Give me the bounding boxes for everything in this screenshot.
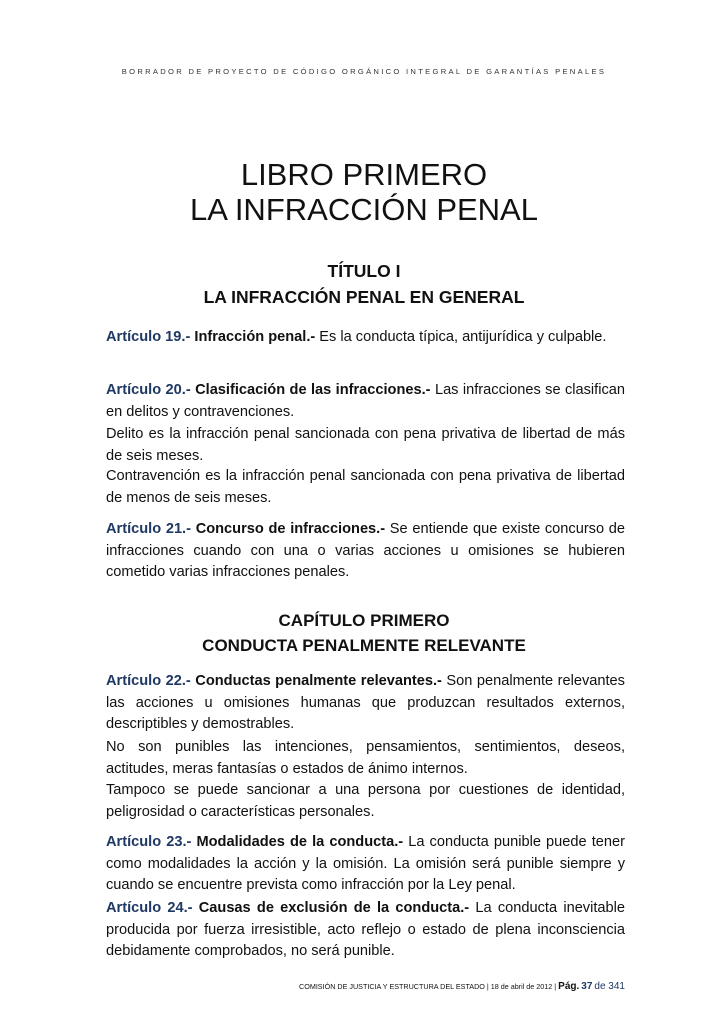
article-22-paragraph-2: No son punibles las intenciones, pensamientos, sentimientos, deseos, actitudes, meras fantasías o estados de ánimo internos. <box>106 739 625 777</box>
page-total: de 341 <box>594 981 625 992</box>
article-20 <box>106 380 625 423</box>
article-number: Artículo 23.- <box>106 834 192 850</box>
article-text: Es la conducta típica, antijurídica y culpable. <box>319 329 607 345</box>
chapter-heading <box>0 608 728 658</box>
article-21 <box>106 519 625 584</box>
article-24 <box>106 898 625 963</box>
article-23 <box>106 832 625 897</box>
article-title: Clasificación de las infracciones.- <box>195 382 431 398</box>
book-heading <box>0 157 728 227</box>
article-20-paragraph-2: Delito es la infracción penal sancionada con pena privativa de libertad de más de seis meses. <box>106 426 625 464</box>
article-number: Artículo 21.- <box>106 521 191 537</box>
article-20-paragraph-3: Contravención es la infracción penal sancionada con pena privativa de libertad de menos de seis meses. <box>106 468 625 506</box>
article-title: Concurso de infracciones.- <box>195 521 386 537</box>
article-title: Infracción penal.- <box>194 329 316 345</box>
chapter-number: CAPÍTULO PRIMERO <box>278 611 450 630</box>
article-title: Conductas penalmente relevantes.- <box>195 673 442 689</box>
article-text: Son penalmente relevantes las acciones u omisiones humanas que produzcan resultados externos, descriptibles y demostrables. <box>106 673 625 732</box>
article-text: Se entiende que existe concurso de infracciones cuando con una o varias acciones u omisiones se hubieren cometido varias infracciones penales. <box>106 521 626 580</box>
page-number: 37 <box>581 981 593 992</box>
article-title: Modalidades de la conducta.- <box>196 834 404 850</box>
title-name: LA INFRACCIÓN PENAL EN GENERAL <box>203 287 525 307</box>
book-title: LA INFRACCIÓN PENAL <box>190 192 538 227</box>
article-number: Artículo 19.- <box>106 329 191 345</box>
article-text: La conducta inevitable producida por fuerza irresistible, acto reflejo o estado de plena inconsciencia debidamente comprobados, no será punible. <box>106 900 625 959</box>
article-22 <box>106 671 625 736</box>
article-text: La conducta punible puede tener como modalidades la acción y la omisión. La omisión será punible siempre y cuando se encuentre prevista como infracción por la Ley penal. <box>106 834 625 893</box>
article-19 <box>106 327 625 349</box>
footer-text: COMISIÓN DE JUSTICIA Y ESTRUCTURA DEL ESTADO | 18 de abril de 2012 | <box>299 982 557 991</box>
article-number: Artículo 24.- <box>106 900 193 916</box>
title-number: TÍTULO I <box>327 261 401 281</box>
title-heading <box>0 258 728 310</box>
page-footer <box>106 981 625 992</box>
article-number: Artículo 20.- <box>106 382 191 398</box>
article-22-paragraph-3: Tampoco se puede sancionar a una persona por cuestiones de identidad, peligrosidad o características personales. <box>106 782 625 820</box>
article-text: Las infracciones se clasifican en delitos y contravenciones. <box>106 382 625 420</box>
article-title: Causas de exclusión de la conducta.- <box>198 900 470 916</box>
running-header: BORRADOR DE PROYECTO DE CÓDIGO ORGÁNICO INTEGRAL DE GARANTÍAS PENALES <box>121 67 607 76</box>
page-label: Pág. <box>558 981 580 992</box>
chapter-title: CONDUCTA PENALMENTE RELEVANTE <box>202 636 526 655</box>
article-number: Artículo 22.- <box>106 673 191 689</box>
book-number: LIBRO PRIMERO <box>240 157 488 192</box>
